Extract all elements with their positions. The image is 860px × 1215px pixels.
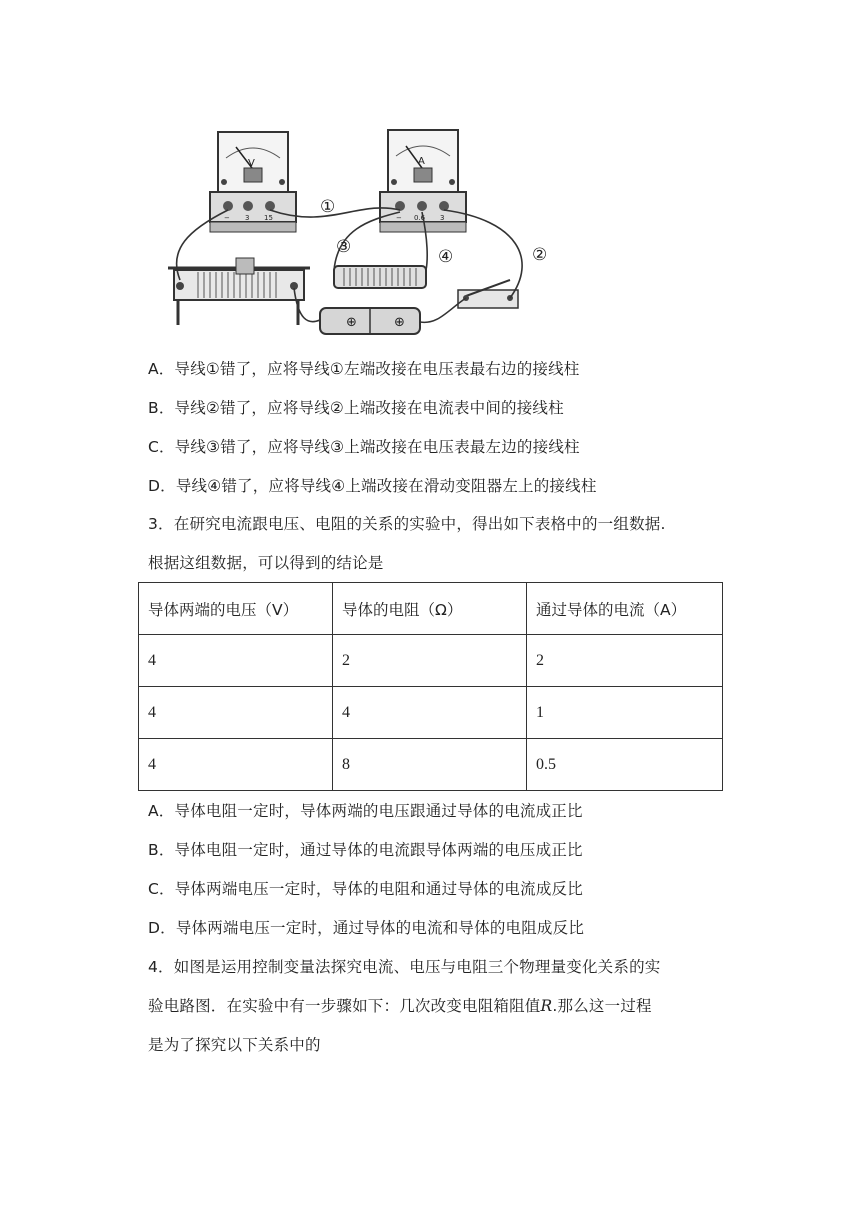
circuit-figure [148, 120, 588, 345]
table-header-voltage: 导体两端的电压（V） [139, 583, 333, 635]
q3-option-c: C．导体两端电压一定时，导体的电阻和通过导体的电流成反比 [148, 880, 583, 898]
table-cell: 4 [139, 635, 333, 687]
q4-stem-line2 [148, 995, 652, 1017]
table-row [139, 687, 723, 739]
q3-data-table [138, 582, 723, 791]
q2-option-d: D．导线④错了，应将导线④上端改接在滑动变阻器左上的接线柱 [148, 477, 597, 495]
table-cell: 4 [139, 739, 333, 791]
battery-mark-1: ⊕ [346, 315, 357, 330]
q4-stem-line3: 是为了探究以下关系中的 [148, 1036, 321, 1054]
wire-label-4: ④ [438, 247, 454, 267]
table-cell: 0.5 [527, 739, 723, 791]
table-row [139, 739, 723, 791]
q3-stem-line2: 根据这组数据，可以得到的结论是 [148, 554, 384, 572]
voltmeter-terminal-15: 15 [264, 214, 273, 222]
table-header-resistance: 导体的电阻（Ω） [333, 583, 527, 635]
q2-option-c: C．导线③错了，应将导线③上端改接在电压表最左边的接线柱 [148, 438, 580, 456]
q2-option-a: A．导线①错了，应将导线①左端改接在电压表最右边的接线柱 [148, 360, 580, 378]
ammeter-terminal-neg: − [396, 214, 402, 222]
q4-line2-pre: 验电路图．在实验中有一步骤如下：几次改变电阻箱阻值 [148, 997, 541, 1015]
voltmeter-symbol: V [248, 158, 255, 169]
voltmeter-terminal-3: 3 [245, 214, 250, 222]
table-cell: 4 [139, 687, 333, 739]
q4-line2-post: .那么这一过程 [552, 997, 652, 1015]
battery-icon [320, 308, 420, 334]
table-header-current: 通过导体的电流（A） [527, 583, 723, 635]
wire-label-3: ③ [336, 237, 352, 257]
q3-stem-line1: 3．在研究电流跟电压、电阻的关系的实验中，得出如下表格中的一组数据. [148, 515, 666, 533]
table-cell: 4 [333, 687, 527, 739]
q4-stem-line1: 4．如图是运用控制变量法探究电流、电压与电阻三个物理量变化关系的实 [148, 958, 661, 976]
wire-label-1: ① [320, 197, 336, 217]
battery-mark-2: ⊕ [394, 315, 405, 330]
table-cell: 1 [527, 687, 723, 739]
wire-label-2: ② [532, 245, 548, 265]
q4-variable-r: R [540, 997, 553, 1015]
table-header-row [139, 583, 723, 635]
q3-option-d: D．导体两端电压一定时，通过导体的电流和导体的电阻成反比 [148, 919, 585, 937]
ammeter-terminal-06: 0.6 [414, 214, 426, 222]
ammeter-terminal-3: 3 [440, 214, 445, 222]
q3-option-b: B．导体电阻一定时，通过导体的电流跟导体两端的电压成正比 [148, 841, 583, 859]
table-cell: 2 [333, 635, 527, 687]
table-cell: 2 [527, 635, 723, 687]
table-row [139, 635, 723, 687]
table-cell: 8 [333, 739, 527, 791]
resistor-icon [334, 266, 426, 288]
voltmeter-terminal-neg: − [224, 214, 230, 222]
q3-option-a: A．导体电阻一定时，导体两端的电压跟通过导体的电流成正比 [148, 802, 583, 820]
voltmeter-icon [210, 132, 296, 232]
q2-option-b: B．导线②错了，应将导线②上端改接在电流表中间的接线柱 [148, 399, 564, 417]
ammeter-symbol: A [418, 156, 425, 167]
